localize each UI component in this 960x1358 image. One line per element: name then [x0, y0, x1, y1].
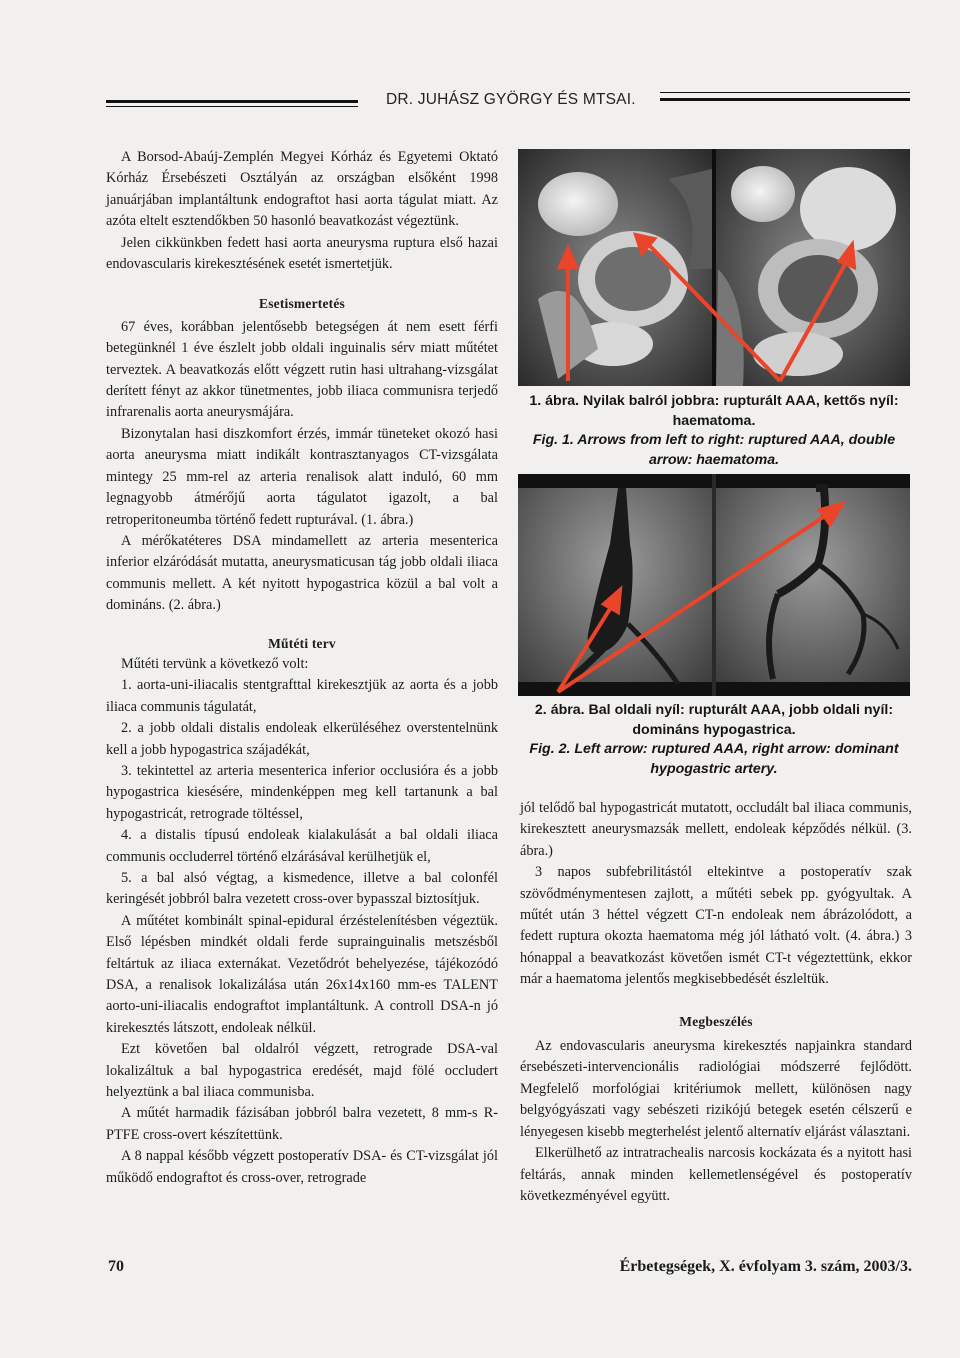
figure-1-caption-hu: 1. ábra. Nyilak balról jobbra: rupturált AAA, kettős nyíl: haematoma.	[529, 393, 899, 429]
figure-2-caption-hu: 2. ábra. Bal oldali nyíl: rupturált AAA, jobb oldali nyíl: domináns hypogastrica.	[534, 702, 894, 738]
discussion-paragraph: Elkerülhető az intratrachealis narcosis kockázata és a nyitott hasi feltárás, annak minden kellemetlenségével és postoperatív következményével együtt.	[520, 1145, 912, 1204]
dsa-panels	[518, 474, 910, 696]
plan-item: 3. tekintettel az arteria mesenterica inferior occlusióra és a jobb hypogastrica kiesésére, mindenképpen meg kell tartanunk a bal hypogastricát, retrograde töltéssel,	[106, 762, 498, 822]
figure-2-dsa-image	[518, 474, 910, 696]
figure-1-caption	[512, 392, 916, 470]
section-heading-discussion: Megbeszélés	[679, 1013, 753, 1029]
header-rule-right-thick	[660, 98, 910, 101]
case-paragraph: Bizonytalan hasi diszkomfort érzés, immár tüneteket okozó hasi aorta aneurysma miatt indikált kontrasztanyagos CT-vizsgálata mintegy 25 mm-rel az arteria renalisok alatt induló, 60 mm legnagyobb átmérőjű aorta tágulatot igazolt, a bal retroperitoneumba történő fedett rupturával. (1. ábra.)	[106, 425, 498, 528]
continuation-paragraph: jól telődő bal hypogastricát mutatott, occludált bal iliaca communis, kirekesztett aneurysmazsák mellett, endoleak képződés nélkül. (3. ábra.)	[520, 800, 912, 859]
page-number: 70	[108, 1258, 124, 1275]
figure-1-caption-en: Fig. 1. Arrows from left to right: ruptured AAA, double arrow: haematoma.	[532, 432, 896, 468]
left-column	[106, 147, 498, 1189]
intro-paragraph: A Borsod-Abaúj-Zemplén Megyei Kórház és Egyetemi Oktató Kórház Érsebészeti Osztályán az országban elsőként 1998 januárjában implantáltunk endograftot hasi aorta tágulat miatt. Az azóta eltelt esztendőkben 50 hasonló beavatkozást végeztünk.	[106, 149, 498, 230]
header-rule-right	[660, 92, 910, 93]
ct-scan-panels	[518, 149, 910, 386]
case-paragraph: 67 éves, korábban jelentősebb betegségen át nem esett férfi betegünknél 1 éve észlelt jobb oldali inguinalis sérv miatt műtétet terveztek. A beavatkozás előtt végzett rutin hasi ultrahang-vizsgálat derített fényt az akkor tünetmentes, jobb iliaca communisra terjedő infrarenalis aorta aneurysmájára.	[106, 318, 498, 421]
plan-intro: Műtéti tervünk a következő volt:	[121, 655, 309, 672]
plan-item: 4. a distalis típusú endoleak kialakulását a bal oldali iliaca communis occluderrel történő elzárásával kerülhetjük el,	[106, 827, 498, 865]
running-header: DR. JUHÁSZ GYÖRGY ÉS MTSAI.	[386, 91, 636, 108]
procedure-paragraph: A műtétet kombinált spinal-epidural érzéstelenítésben végeztük. Első lépésben mindkét oldali ferde suprainguinalis metszésből feltártuk az iliaca externákat. Vezetődrót behelyezése, tájékozódó DSA, a renalisok lokalizálása után 26x14x160 mm-es TALENT aorto-uni-iliacalis endograftot implantáltunk. A controll DSA-n jó kirekesztés látszott, endoleak nélkül.	[106, 912, 498, 1036]
header-rule-left-thin	[106, 106, 358, 107]
figure-2-caption-en: Fig. 2. Left arrow: ruptured AAA, right arrow: dominant hypogastric artery.	[529, 741, 899, 777]
plan-item: 1. aorta-uni-iliacalis stentgrafttal kirekesztjük az aorta és a jobb iliaca communis tágulatát,	[106, 677, 498, 715]
continuation-paragraph: 3 napos subfebrilitástól eltekintve a postoperatív szak szövődménymentesen zajlott, a műtéti sebek pp. gyógyultak. A műtét után 3 héttel végzett CT-n endoleak nem ábrázolódott, a fedett ruptura okozta haematoma még jól látható volt. (4. ábra.) 3 hónappal a beavatkozást követően ismét CT-t végeztettünk, ekkor már a haematoma jelentős megkisebbedését észleltük.	[520, 864, 912, 988]
header-rule-left	[106, 100, 358, 103]
right-column	[520, 798, 912, 1207]
procedure-paragraph: A 8 nappal később végzett postoperatív DSA- és CT-vizsgálat jól működő endograftot és cross-over, retrograde	[106, 1148, 498, 1186]
procedure-paragraph: A műtét harmadik fázisában jobbról balra vezetett, 8 mm-s R-PTFE cross-overt készítettünk.	[106, 1105, 498, 1143]
figure-1-ct-image	[518, 149, 910, 386]
case-paragraph: A mérőkatéteres DSA mindamellett az arteria mesenterica inferior elzáródását mutatta, aneurysmaticusan tág jobb oldali iliaca communis mellett. A két nyitott hypogastrica közül a bal volt a domináns. (2. ábra.)	[106, 532, 498, 614]
plan-item: 5. a bal alsó végtag, a kismedence, illetve a bal colonfél keringését jobbról balra vezetett cross-over bypasszal biztosítjuk.	[106, 870, 498, 908]
figure-2-caption	[512, 701, 916, 779]
section-heading-plan: Műtéti terv	[268, 635, 336, 651]
procedure-paragraph: Ezt követően bal oldalról végzett, retrograde DSA-val lokalizáltuk a bal hypogastrica eredését, majd fölé occludert helyeztünk a bal iliaca communisba.	[106, 1041, 498, 1101]
section-heading-case: Esetismertetés	[258, 296, 345, 312]
journal-citation: Érbetegségek, X. évfolyam 3. szám, 2003/3.	[619, 1258, 912, 1275]
intro-paragraph: Jelen cikkünkben fedett hasi aorta aneurysma ruptura első hazai endovascularis kirekesztésének esetét ismertetjük.	[106, 234, 498, 273]
discussion-paragraph: Az endovascularis aneurysma kirekesztés napjainkra standard érsebészeti-intervencionális radiológiai módszerré fejlődött. Megfelelő morfológiai kritériumok mellett, különösen nagy belgyógyászati vagy sebészeti rizikójú betegek esetén célszerű e lényegesen kisebb megterhelést jelentő alternatív eljárást választani.	[520, 1038, 912, 1140]
plan-item: 2. a jobb oldali distalis endoleak elkerüléséhez overstentelnünk kell a jobb hypogastrica szájadékát,	[106, 720, 498, 758]
